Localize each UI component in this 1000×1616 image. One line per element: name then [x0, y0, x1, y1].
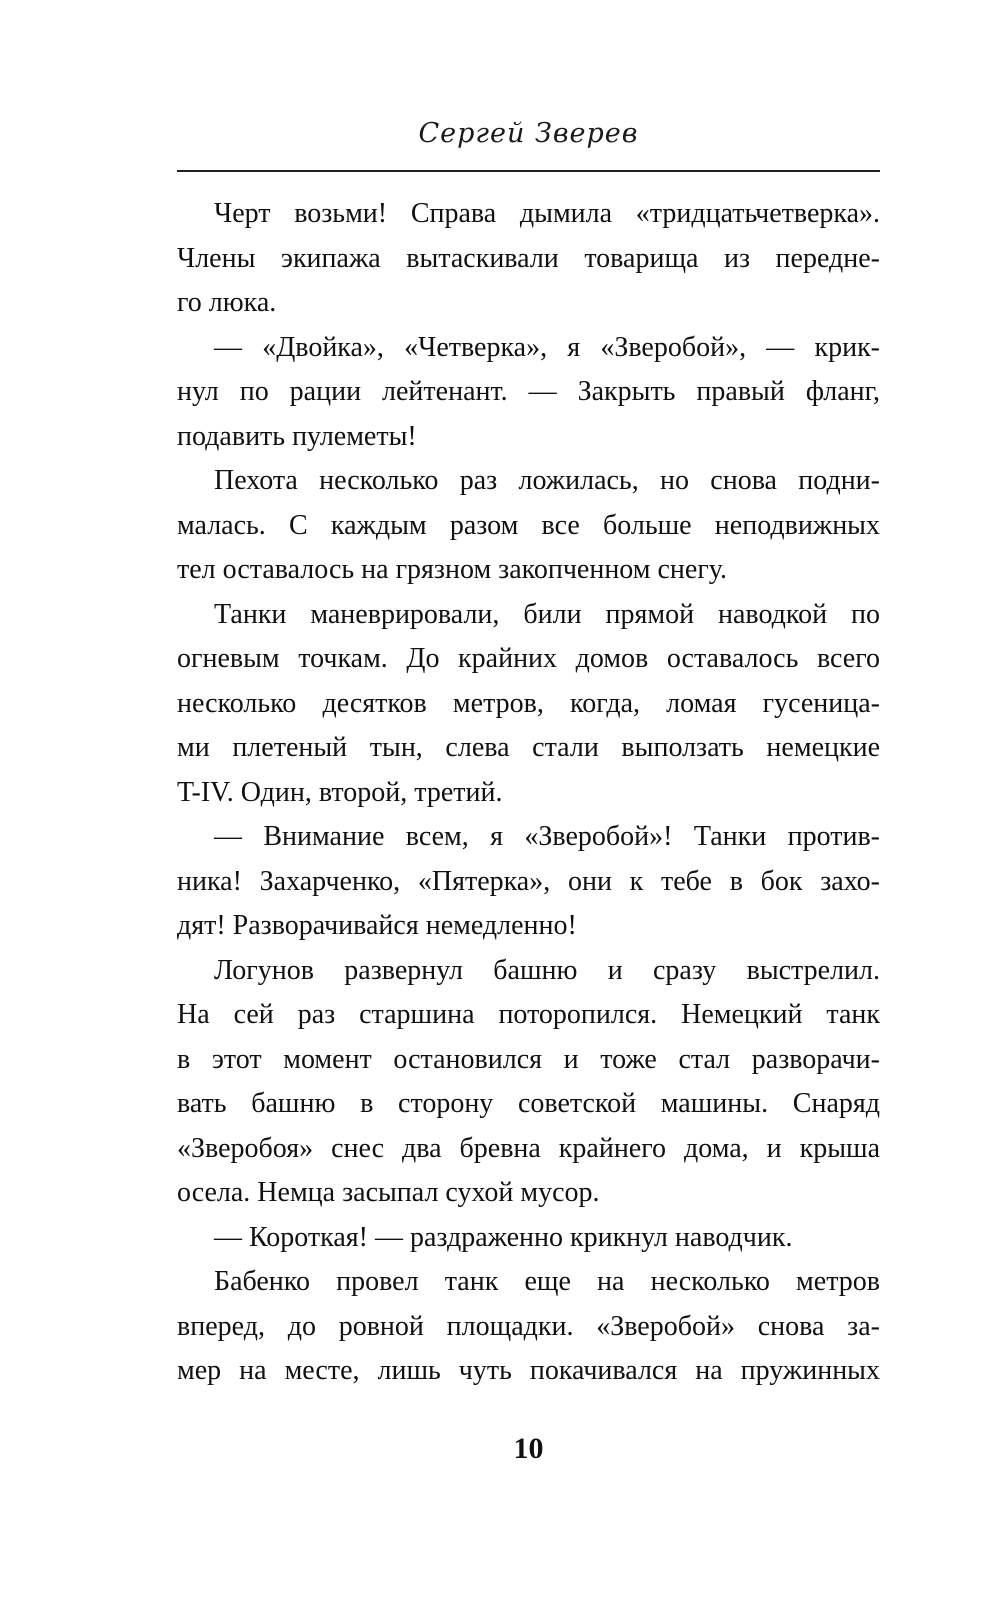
text-line: На сей раз старшина поторопился. Немецкий танк [177, 999, 880, 1030]
text-line: в этот момент остановился и тоже стал разворачи- [177, 1043, 880, 1075]
text-line: го люка. [177, 287, 277, 318]
text-line: — Короткая! — раздраженно крикнул наводчик. [214, 1221, 793, 1253]
text-line: ми плетеный тын, слева стали выползать немецкие [177, 732, 880, 763]
text-line: малась. С каждым разом все больше неподвижных [177, 509, 880, 541]
text-line: дят! Разворачивайся немедленно! [177, 910, 577, 941]
text-line: вперед, до ровной площадки. «Зверобой» снова за- [177, 1310, 880, 1342]
text-line: несколько десятков метров, когда, ломая гусеница- [177, 687, 880, 719]
text-line: тел оставалось на грязном закопченном снегу. [177, 554, 728, 585]
text-line: — Внимание всем, я «Зверобой»! Танки против- [214, 821, 880, 852]
text-line: ника! Захарченко, «Пятерка», они к тебе в бок захо- [177, 865, 880, 897]
text-line: осела. Немца засыпал сухой мусор. [177, 1177, 600, 1208]
page-number: 10 [513, 1432, 544, 1465]
text-line: Черт возьми! Справа дымила «тридцатьчетверка». [214, 198, 880, 229]
text-line: Пехота несколько раз ложилась, но снова подни- [214, 465, 880, 496]
text-line: — «Двойка», «Четверка», я «Зверобой», — крик- [214, 331, 880, 363]
text-line: вать башню в сторону советской машины. Снаряд [177, 1088, 880, 1119]
header-divider [177, 170, 880, 172]
text-line: мер на месте, лишь чуть покачивался на пружинных [177, 1355, 880, 1386]
text-line: «Зверобоя» снес два бревна крайнего дома, и крыша [177, 1132, 880, 1164]
text-line: T-IV. Один, второй, третий. [177, 776, 503, 808]
text-line: Логунов развернул башню и сразу выстрелил. [214, 954, 880, 986]
running-header-author: Сергей Зверев [418, 118, 639, 149]
text-line: Бабенко провел танк еще на несколько метров [214, 1266, 880, 1297]
text-line: Члены экипажа вытаскивали товарища из передне- [177, 242, 880, 274]
page-body-text [177, 192, 880, 1394]
text-line: нул по рации лейтенант. — Закрыть правый фланг, [177, 376, 880, 407]
text-line: подавить пулеметы! [177, 420, 417, 452]
text-line: Танки маневрировали, били прямой наводкой по [214, 598, 880, 630]
text-line: огневым точкам. До крайних домов оставалось всего [177, 643, 880, 674]
